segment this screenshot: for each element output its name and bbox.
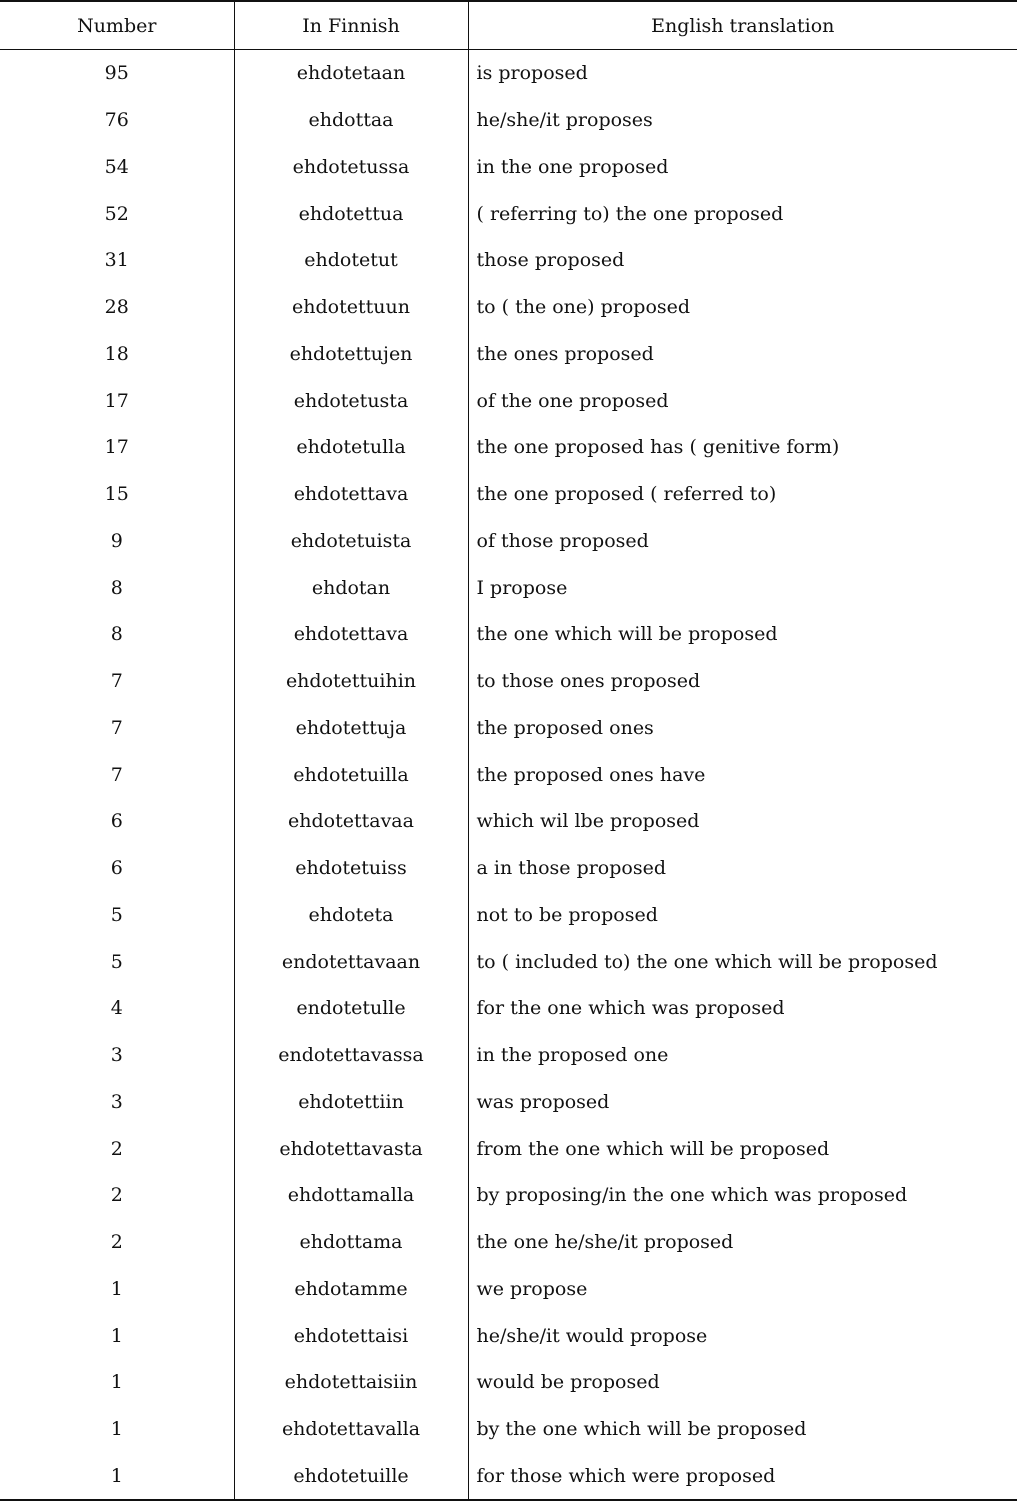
table-row (0, 564, 1017, 611)
finnish-cell: ehdotetuista (234, 518, 468, 565)
number-cell: 1 (110, 1277, 123, 1300)
english-cell: a in those proposed (468, 845, 1017, 892)
table-row (0, 985, 1017, 1032)
finnish-cell: ehdotetuiss (234, 845, 468, 892)
number-cell: 2 (110, 1137, 123, 1160)
table-header (0, 1, 1017, 50)
finnish-cell: ehdotettavasta (234, 1125, 468, 1172)
number-cell: 2 (110, 1184, 123, 1207)
number-cell: 17 (104, 436, 129, 459)
english-cell: in the proposed one (468, 1032, 1017, 1079)
table-row (0, 97, 1017, 144)
english-cell: to those ones proposed (468, 658, 1017, 705)
english-cell: ( referring to) the one proposed (468, 190, 1017, 237)
number-cell: 8 (110, 623, 123, 646)
finnish-cell: ehdotettiin (234, 1079, 468, 1126)
finnish-cell: endotettavassa (234, 1032, 468, 1079)
table-row (0, 1312, 1017, 1359)
english-cell: the one proposed has ( genitive form) (468, 424, 1017, 471)
table-row (0, 1453, 1017, 1501)
number-cell: 7 (110, 763, 123, 786)
table-row (0, 331, 1017, 378)
number-cell: 3 (110, 1044, 123, 1067)
finnish-cell: ehdotetuilla (234, 751, 468, 798)
number-cell: 76 (104, 109, 129, 132)
number-cell: 3 (110, 1090, 123, 1113)
number-cell: 6 (110, 810, 123, 833)
number-cell: 1 (0, 1453, 234, 1501)
table-row (0, 658, 1017, 705)
finnish-cell: ehdotetussa (234, 144, 468, 191)
english-cell: he/she/it would propose (468, 1312, 1017, 1359)
number-cell: 1 (110, 1324, 123, 1347)
english-cell: by the one which will be proposed (468, 1406, 1017, 1453)
number-cell: 54 (104, 155, 129, 178)
table-row (0, 284, 1017, 331)
table-row (0, 1032, 1017, 1079)
english-cell: is proposed (468, 50, 1017, 97)
table-row (0, 1125, 1017, 1172)
english-cell: I propose (468, 564, 1017, 611)
english-cell: of those proposed (468, 518, 1017, 565)
number-cell: 9 (110, 529, 123, 552)
number-cell: 52 (104, 202, 129, 225)
english-cell: the proposed ones (468, 705, 1017, 752)
table-row (0, 1219, 1017, 1266)
finnish-cell: ehdotettuun (234, 284, 468, 331)
number-cell: 15 (104, 483, 129, 506)
table-row (0, 892, 1017, 939)
header-row (0, 1, 1017, 50)
table-row (0, 237, 1017, 284)
finnish-cell: ehdottaa (234, 97, 468, 144)
finnish-cell: ehdotettavaa (234, 798, 468, 845)
table-row (0, 190, 1017, 237)
finnish-cell: endotettavaan (234, 938, 468, 985)
finnish-cell: ehdotettava (234, 611, 468, 658)
table-row (0, 144, 1017, 191)
number-cell: 28 (104, 296, 129, 319)
header-number: Number (0, 1, 234, 50)
finnish-cell: ehdotettujen (234, 331, 468, 378)
table-row (0, 1266, 1017, 1313)
number-cell: 18 (104, 342, 129, 365)
number-cell: 5 (110, 903, 123, 926)
english-cell: the one proposed ( referred to) (468, 471, 1017, 518)
table-row (0, 1172, 1017, 1219)
finnish-cell: ehdotettava (234, 471, 468, 518)
english-cell: he/she/it proposes (468, 97, 1017, 144)
number-cell: 5 (110, 950, 123, 973)
english-cell: those proposed (468, 237, 1017, 284)
finnish-cell: ehdoteta (234, 892, 468, 939)
number-cell: 7 (110, 716, 123, 739)
table-row (0, 424, 1017, 471)
number-cell: 4 (110, 997, 123, 1020)
table-row (0, 751, 1017, 798)
table-row (0, 798, 1017, 845)
finnish-cell: ehdotamme (234, 1266, 468, 1313)
english-cell: by proposing/in the one which was proposed (468, 1172, 1017, 1219)
header-english: English translation (468, 1, 1017, 50)
number-cell: 2 (110, 1231, 123, 1254)
table-row (0, 377, 1017, 424)
number-cell: 17 (104, 389, 129, 412)
table-row (0, 705, 1017, 752)
english-cell: to ( included to) the one which will be proposed (468, 938, 1017, 985)
finnish-cell: endotetulle (234, 985, 468, 1032)
english-cell: would be proposed (468, 1359, 1017, 1406)
english-cell: not to be proposed (468, 892, 1017, 939)
table-row (0, 611, 1017, 658)
table-row (0, 1359, 1017, 1406)
finnish-cell: ehdottama (234, 1219, 468, 1266)
number-cell: 8 (110, 576, 123, 599)
table-row (0, 845, 1017, 892)
finnish-cell: ehdotetuille (234, 1453, 468, 1501)
finnish-cell: ehdottamalla (234, 1172, 468, 1219)
table-row (0, 471, 1017, 518)
english-cell: for those which were proposed (468, 1453, 1017, 1501)
english-cell: the ones proposed (468, 331, 1017, 378)
english-cell: the one which will be proposed (468, 611, 1017, 658)
english-cell: for the one which was proposed (468, 985, 1017, 1032)
english-cell: to ( the one) proposed (468, 284, 1017, 331)
finnish-cell: ehdotettua (234, 190, 468, 237)
table-row (0, 938, 1017, 985)
number-cell: 95 (104, 62, 129, 85)
finnish-cell: ehdotetaan (234, 50, 468, 97)
english-cell: the proposed ones have (468, 751, 1017, 798)
english-cell: was proposed (468, 1079, 1017, 1126)
table-row (0, 50, 1017, 97)
english-cell: in the one proposed (468, 144, 1017, 191)
finnish-cell: ehdotettaisiin (234, 1359, 468, 1406)
english-cell: of the one proposed (468, 377, 1017, 424)
number-cell: 1 (110, 1418, 123, 1441)
table-row (0, 518, 1017, 565)
finnish-cell: ehdotan (234, 564, 468, 611)
header-finnish: In Finnish (234, 1, 468, 50)
finnish-cell: ehdotettuja (234, 705, 468, 752)
english-cell: which wil lbe proposed (468, 798, 1017, 845)
finnish-cell: ehdotetulla (234, 424, 468, 471)
number-cell: 31 (104, 249, 129, 272)
number-cell: 7 (110, 670, 123, 693)
finnish-cell: ehdotettuihin (234, 658, 468, 705)
english-cell: from the one which will be proposed (468, 1125, 1017, 1172)
finnish-cell: ehdotetusta (234, 377, 468, 424)
number-cell: 6 (110, 857, 123, 880)
table-row (0, 1406, 1017, 1453)
number-cell: 1 (110, 1371, 123, 1394)
english-cell: the one he/she/it proposed (468, 1219, 1017, 1266)
finnish-cell: ehdotettavalla (234, 1406, 468, 1453)
table-body (0, 50, 1017, 1501)
english-cell: we propose (468, 1266, 1017, 1313)
table-row (0, 1079, 1017, 1126)
finnish-cell: ehdotetut (234, 237, 468, 284)
finnish-cell: ehdotettaisi (234, 1312, 468, 1359)
